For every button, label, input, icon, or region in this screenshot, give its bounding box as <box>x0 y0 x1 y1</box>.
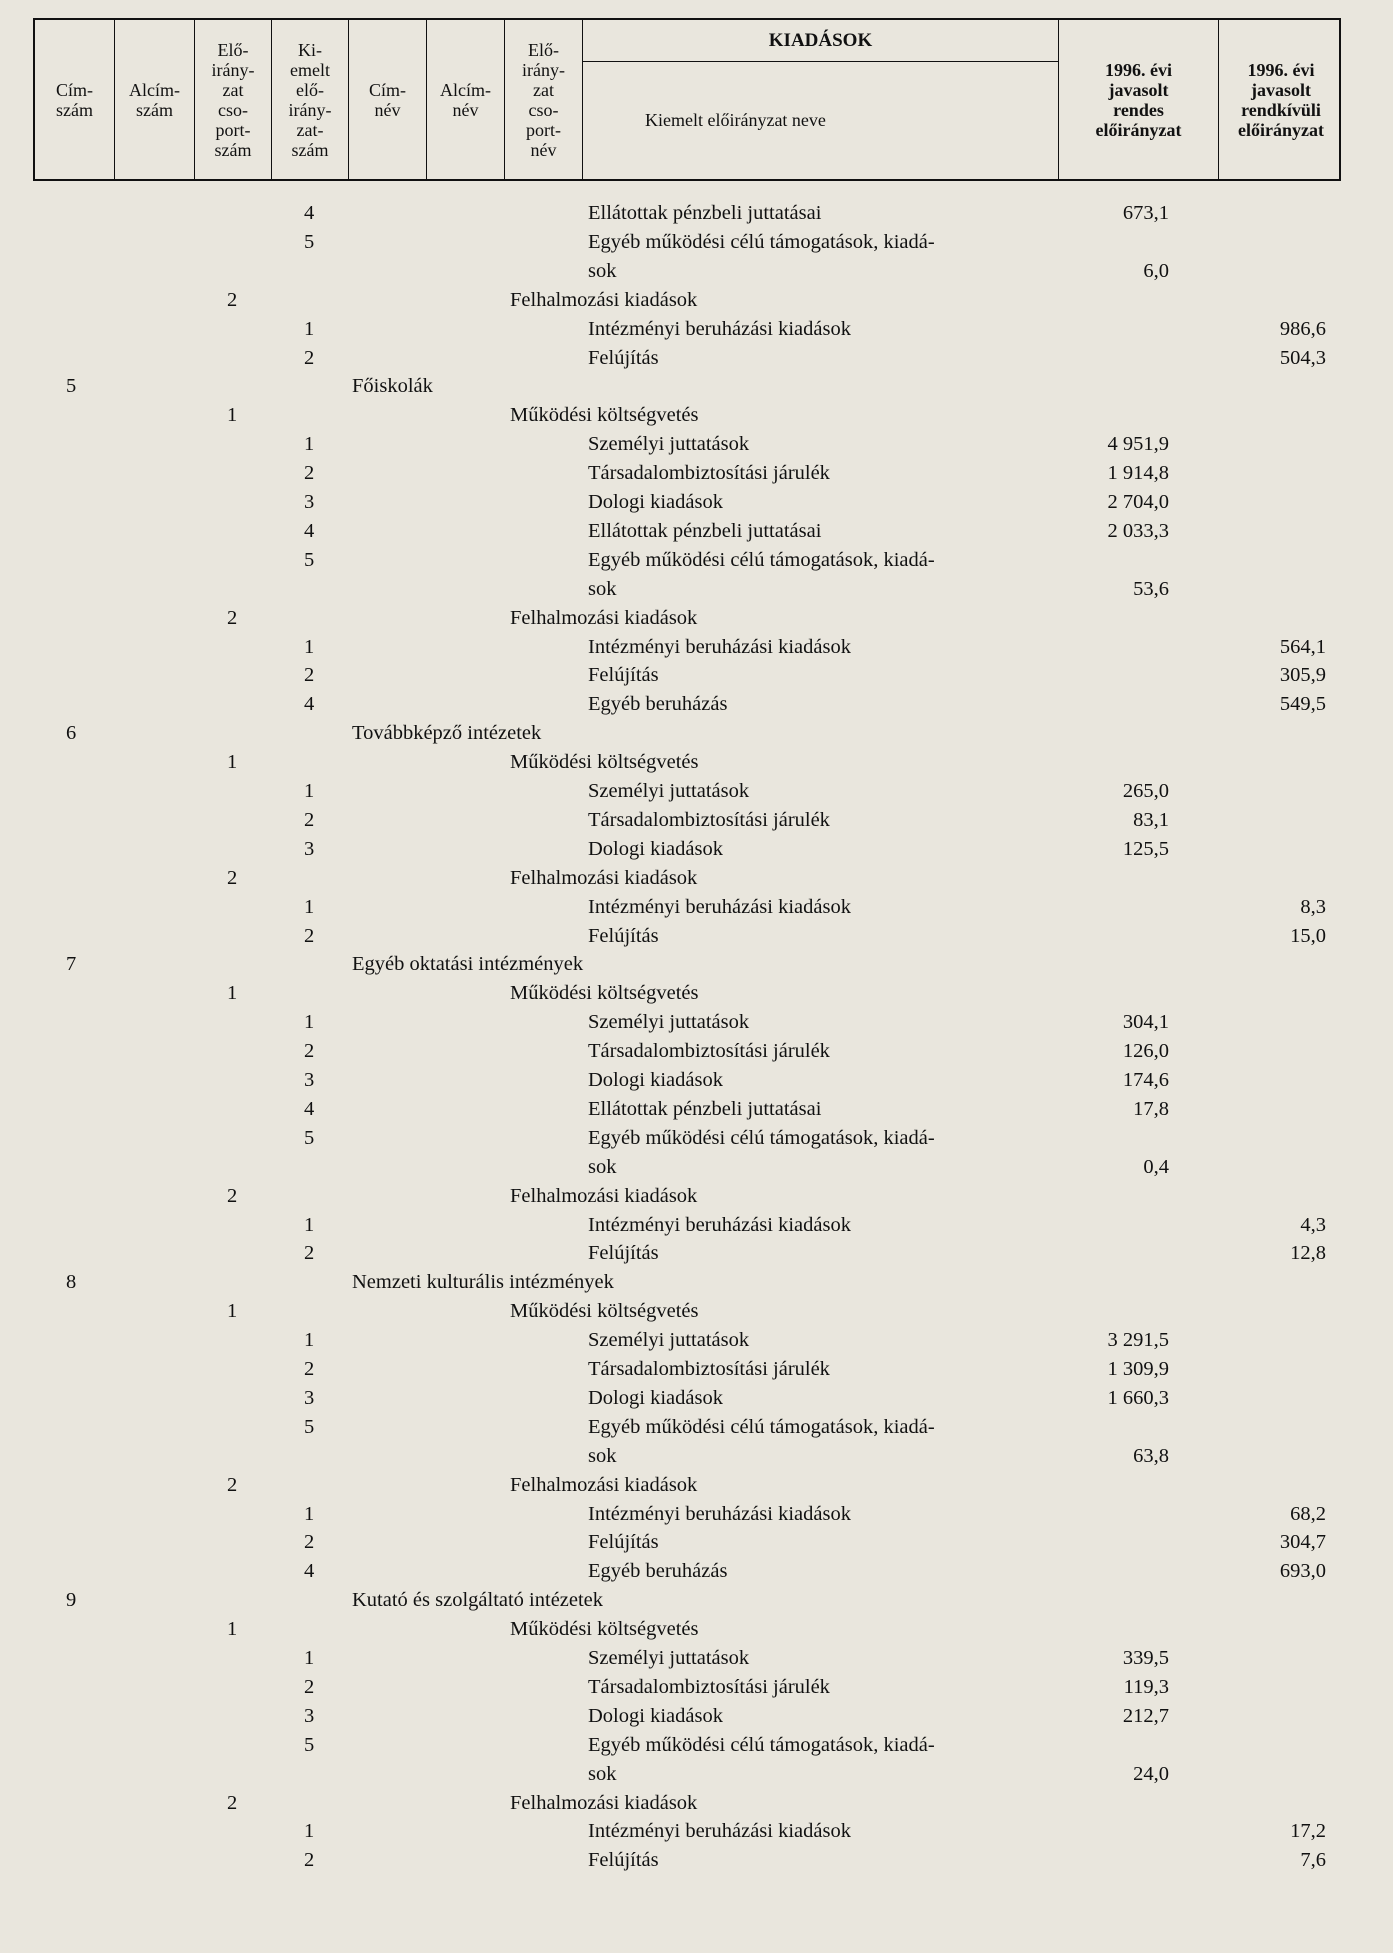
kiemelt-eloiranyzat-nev: sok <box>588 1155 617 1178</box>
kiemelt-szam: 1 <box>304 433 315 456</box>
rendkivuli-eloiranyzat: 8,3 <box>1300 895 1326 918</box>
header-kiemelt-eloiranyzat-neve: Kiemelt előirányzat neve <box>583 62 1059 179</box>
kiemelt-eloiranyzat-nev: Egyéb működési célú támogatások, kiadá- <box>588 1415 935 1438</box>
eloiranyzat-csoport-nev: Működési költségvetés <box>510 982 699 1005</box>
eloiranyzat-csoport-szam: 2 <box>227 288 238 311</box>
table-row <box>0 1355 1393 1384</box>
kiemelt-eloiranyzat-nev: Intézményi beruházási kiadások <box>588 1213 851 1236</box>
header-cim-szam: Cím- szám <box>35 20 115 179</box>
header-cim-nev: Cím- név <box>349 20 427 179</box>
kiemelt-eloiranyzat-nev: Intézményi beruházási kiadások <box>588 317 851 340</box>
table-row <box>0 488 1393 517</box>
table-row <box>0 777 1393 806</box>
kiemelt-eloiranyzat-nev: Társadalombiztosítási járulék <box>588 462 830 485</box>
table-row <box>0 1211 1393 1240</box>
rendes-eloiranyzat: 339,5 <box>1122 1647 1169 1669</box>
header-eloiranyzat-csoport-nev: Elő- irány- zat cso- port- név <box>505 20 583 179</box>
eloiranyzat-csoport-nev: Felhalmozási kiadások <box>510 1791 698 1814</box>
rendes-eloiranyzat: 4 951,9 <box>1107 433 1169 456</box>
table-row <box>0 1239 1393 1268</box>
kiemelt-eloiranyzat-nev: sok <box>588 577 617 600</box>
table-row <box>0 1268 1393 1297</box>
kiemelt-eloiranyzat-nev: Felújítás <box>588 1849 659 1872</box>
cim-nev: Nemzeti kulturális intézmények <box>352 1271 614 1294</box>
rendes-eloiranyzat: 212,7 <box>1122 1704 1169 1727</box>
rendkivuli-eloiranyzat: 12,8 <box>1290 1242 1326 1265</box>
eloiranyzat-csoport-szam: 1 <box>227 1300 238 1323</box>
table-row <box>0 199 1393 228</box>
eloiranyzat-csoport-szam: 1 <box>227 982 238 1005</box>
table-row <box>0 286 1393 315</box>
kiemelt-eloiranyzat-nev: Ellátottak pénzbeli juttatásai <box>588 1097 822 1120</box>
table-row <box>0 1500 1393 1529</box>
rendkivuli-eloiranyzat: 4,3 <box>1300 1213 1326 1236</box>
eloiranyzat-csoport-szam: 1 <box>227 751 238 774</box>
table-row <box>0 633 1393 662</box>
rendes-eloiranyzat: 83,1 <box>1133 808 1169 831</box>
table-row <box>0 1297 1393 1326</box>
kiemelt-eloiranyzat-nev: Dologi kiadások <box>588 491 723 513</box>
rendes-eloiranyzat: 673,1 <box>1122 202 1169 224</box>
cim-szam: 7 <box>66 953 77 976</box>
kiemelt-eloiranyzat-nev: Ellátottak pénzbeli juttatásai <box>588 202 822 224</box>
kiemelt-eloiranyzat-nev: Egyéb működési célú támogatások, kiadá- <box>588 1733 935 1756</box>
header-rendes-eloiranyzat: 1996. évi javasolt rendes előirányzat <box>1059 20 1219 179</box>
kiemelt-eloiranyzat-nev: Felújítás <box>588 924 659 947</box>
table-row <box>0 257 1393 286</box>
kiemelt-eloiranyzat-nev: sok <box>588 1444 617 1467</box>
table-row <box>0 1586 1393 1615</box>
table-row <box>0 864 1393 893</box>
kiemelt-szam: 5 <box>304 1415 315 1438</box>
eloiranyzat-csoport-szam: 2 <box>227 1791 238 1814</box>
table-row <box>0 1124 1393 1153</box>
table-row <box>0 1557 1393 1586</box>
kiemelt-szam: 2 <box>304 664 315 687</box>
cim-szam: 6 <box>66 722 77 745</box>
rendkivuli-eloiranyzat: 986,6 <box>1279 317 1326 340</box>
cim-nev: Főiskolák <box>352 375 433 398</box>
kiemelt-eloiranyzat-nev: sok <box>588 1762 617 1785</box>
rendkivuli-eloiranyzat: 504,3 <box>1279 346 1326 369</box>
rendes-eloiranyzat: 1 309,9 <box>1107 1358 1169 1380</box>
table-row <box>0 690 1393 719</box>
kiemelt-szam: 1 <box>304 1329 315 1352</box>
cim-szam: 9 <box>66 1589 77 1612</box>
table-row <box>0 922 1393 951</box>
table-row <box>0 806 1393 835</box>
kiemelt-szam: 2 <box>304 808 315 831</box>
kiemelt-szam: 1 <box>304 780 315 802</box>
kiemelt-eloiranyzat-nev: Felújítás <box>588 1531 659 1554</box>
kiemelt-eloiranyzat-nev: Felújítás <box>588 1242 659 1265</box>
cim-nev: Továbbképző intézetek <box>352 722 542 745</box>
rendkivuli-eloiranyzat: 549,5 <box>1279 693 1326 716</box>
table-row <box>0 1644 1393 1673</box>
table-row <box>0 517 1393 546</box>
table-row <box>0 546 1393 575</box>
kiemelt-eloiranyzat-nev: Egyéb működési célú támogatások, kiadá- <box>588 548 935 571</box>
table-row <box>0 430 1393 459</box>
kiemelt-eloiranyzat-nev: Személyi juttatások <box>588 780 750 802</box>
table-row <box>0 748 1393 777</box>
kiemelt-szam: 3 <box>304 1386 315 1409</box>
kiemelt-szam: 2 <box>304 1675 315 1698</box>
table-row <box>0 1066 1393 1095</box>
table-row <box>0 1326 1393 1355</box>
table-row <box>0 604 1393 633</box>
kiemelt-szam: 1 <box>304 1647 315 1669</box>
table-row <box>0 1008 1393 1037</box>
table-row <box>0 1095 1393 1124</box>
eloiranyzat-csoport-szam: 2 <box>227 1473 238 1496</box>
table-row <box>0 1182 1393 1211</box>
eloiranyzat-csoport-szam: 1 <box>227 1618 238 1641</box>
kiemelt-eloiranyzat-nev: Intézményi beruházási kiadások <box>588 635 851 658</box>
kiemelt-eloiranyzat-nev: Társadalombiztosítási járulék <box>588 808 830 831</box>
table-row <box>0 1615 1393 1644</box>
eloiranyzat-csoport-nev: Működési költségvetés <box>510 1618 699 1641</box>
table-row <box>0 1384 1393 1413</box>
kiemelt-eloiranyzat-nev: Társadalombiztosítási járulék <box>588 1358 830 1380</box>
kiemelt-eloiranyzat-nev: Egyéb beruházás <box>588 693 728 716</box>
eloiranyzat-csoport-nev: Felhalmozási kiadások <box>510 866 698 889</box>
table-row <box>0 1817 1393 1846</box>
table-row <box>0 661 1393 690</box>
table-row <box>0 1413 1393 1442</box>
kiemelt-szam: 3 <box>304 1069 315 1091</box>
table-row <box>0 459 1393 488</box>
rendes-eloiranyzat: 24,0 <box>1133 1762 1169 1785</box>
rendes-eloiranyzat: 265,0 <box>1122 780 1169 802</box>
table-row <box>0 719 1393 748</box>
kiemelt-szam: 3 <box>304 1704 315 1727</box>
eloiranyzat-csoport-nev: Működési költségvetés <box>510 404 699 427</box>
kiemelt-szam: 2 <box>304 1040 315 1063</box>
eloiranyzat-csoport-nev: Működési költségvetés <box>510 751 699 774</box>
cim-nev: Egyéb oktatási intézmények <box>352 953 584 976</box>
table-row <box>0 344 1393 373</box>
kiemelt-eloiranyzat-nev: Személyi juttatások <box>588 433 750 456</box>
kiemelt-eloiranyzat-nev: Dologi kiadások <box>588 1069 723 1091</box>
kiemelt-szam: 5 <box>304 1733 315 1756</box>
kiemelt-szam: 4 <box>304 1560 315 1583</box>
kiemelt-eloiranyzat-nev: Társadalombiztosítási járulék <box>588 1675 830 1698</box>
cim-szam: 8 <box>66 1271 77 1294</box>
rendes-eloiranyzat: 126,0 <box>1122 1040 1169 1063</box>
kiemelt-eloiranyzat-nev: Személyi juttatások <box>588 1647 750 1669</box>
table-row <box>0 893 1393 922</box>
rendes-eloiranyzat: 2 704,0 <box>1107 491 1169 513</box>
rendes-eloiranyzat: 174,6 <box>1122 1069 1169 1091</box>
kiemelt-szam: 1 <box>304 1502 315 1525</box>
table-row <box>0 1846 1393 1875</box>
kiemelt-szam: 1 <box>304 1213 315 1236</box>
kiemelt-szam: 2 <box>304 1531 315 1554</box>
table-row <box>0 1702 1393 1731</box>
kiemelt-eloiranyzat-nev: Egyéb beruházás <box>588 1560 728 1583</box>
kiemelt-szam: 4 <box>304 693 315 716</box>
rendes-eloiranyzat: 1 914,8 <box>1107 462 1169 485</box>
eloiranyzat-csoport-nev: Működési költségvetés <box>510 1300 699 1323</box>
kiemelt-szam: 3 <box>304 491 315 513</box>
kiemelt-eloiranyzat-nev: Dologi kiadások <box>588 1704 723 1727</box>
eloiranyzat-csoport-szam: 2 <box>227 606 238 629</box>
kiemelt-szam: 1 <box>304 635 315 658</box>
rendkivuli-eloiranyzat: 15,0 <box>1290 924 1326 947</box>
table-row <box>0 1153 1393 1182</box>
table-row <box>0 1037 1393 1066</box>
eloiranyzat-csoport-nev: Felhalmozási kiadások <box>510 288 698 311</box>
kiemelt-eloiranyzat-nev: Dologi kiadások <box>588 1386 723 1409</box>
rendes-eloiranyzat: 2 033,3 <box>1107 519 1169 542</box>
rendes-eloiranyzat: 119,3 <box>1123 1675 1169 1698</box>
kiemelt-szam: 2 <box>304 1849 315 1872</box>
kiemelt-eloiranyzat-nev: Személyi juttatások <box>588 1329 750 1352</box>
header-kiadasok: KIADÁSOK <box>583 20 1059 62</box>
rendkivuli-eloiranyzat: 305,9 <box>1279 664 1326 687</box>
kiemelt-eloiranyzat-nev: Egyéb működési célú támogatások, kiadá- <box>588 230 935 253</box>
table-row <box>0 835 1393 864</box>
table-row <box>0 315 1393 344</box>
header-alcim-szam: Alcím- szám <box>115 20 195 179</box>
header-eloiranyzat-csoport-szam: Elő- irány- zat cso- port- szám <box>195 20 272 179</box>
header-rendkivuli-eloiranyzat: 1996. évi javasolt rendkívüli előirányzat <box>1238 59 1324 140</box>
kiemelt-eloiranyzat-nev: Egyéb működési célú támogatások, kiadá- <box>588 1126 935 1149</box>
kiemelt-szam: 4 <box>304 202 315 224</box>
rendkivuli-eloiranyzat: 7,6 <box>1300 1849 1326 1872</box>
table-row <box>0 1442 1393 1471</box>
kiemelt-eloiranyzat-nev: Intézményi beruházási kiadások <box>588 1820 851 1843</box>
kiemelt-szam: 5 <box>304 230 315 253</box>
eloiranyzat-csoport-nev: Felhalmozási kiadások <box>510 606 698 629</box>
table-row <box>0 979 1393 1008</box>
table-row <box>0 1673 1393 1702</box>
rendes-eloiranyzat: 1 660,3 <box>1107 1386 1169 1409</box>
kiemelt-szam: 2 <box>304 1358 315 1380</box>
table-row <box>0 1789 1393 1818</box>
kiemelt-szam: 5 <box>304 548 315 571</box>
header-kiemelt-eloiranyzat-szam: Ki- emelt elő- irány- zat- szám <box>272 20 349 179</box>
kiemelt-szam: 2 <box>304 1242 315 1265</box>
rendes-eloiranyzat: 125,5 <box>1122 837 1169 860</box>
table-row <box>0 228 1393 257</box>
rendkivuli-eloiranyzat: 304,7 <box>1279 1531 1326 1554</box>
table-row <box>0 1528 1393 1557</box>
kiemelt-eloiranyzat-nev: Dologi kiadások <box>588 837 723 860</box>
kiemelt-eloiranyzat-nev: Felújítás <box>588 664 659 687</box>
header-alcim-nev: Alcím- név <box>427 20 505 179</box>
cim-nev: Kutató és szolgáltató intézetek <box>352 1589 604 1612</box>
kiemelt-eloiranyzat-nev: Felújítás <box>588 346 659 369</box>
eloiranyzat-csoport-szam: 2 <box>227 866 238 889</box>
kiemelt-eloiranyzat-nev: Intézményi beruházási kiadások <box>588 1502 851 1525</box>
kiemelt-eloiranyzat-nev: sok <box>588 259 617 282</box>
rendes-eloiranyzat: 63,8 <box>1133 1444 1169 1467</box>
rendkivuli-eloiranyzat: 17,2 <box>1290 1820 1326 1843</box>
table-row <box>0 575 1393 604</box>
kiemelt-szam: 4 <box>304 1097 315 1120</box>
rendes-eloiranyzat: 304,1 <box>1122 1011 1169 1034</box>
eloiranyzat-csoport-szam: 2 <box>227 1184 238 1207</box>
kiemelt-szam: 2 <box>304 346 315 369</box>
eloiranyzat-csoport-nev: Felhalmozási kiadások <box>510 1184 698 1207</box>
kiemelt-szam: 2 <box>304 462 315 485</box>
cim-szam: 5 <box>66 375 77 398</box>
table-row <box>0 1731 1393 1760</box>
kiemelt-eloiranyzat-nev: Ellátottak pénzbeli juttatásai <box>588 519 822 542</box>
kiemelt-eloiranyzat-nev: Személyi juttatások <box>588 1011 750 1034</box>
table-row <box>0 950 1393 979</box>
rendkivuli-eloiranyzat: 693,0 <box>1279 1560 1326 1583</box>
table-row <box>0 1471 1393 1500</box>
eloiranyzat-csoport-szam: 1 <box>227 404 238 427</box>
rendkivuli-eloiranyzat: 564,1 <box>1279 635 1326 658</box>
rendes-eloiranyzat: 53,6 <box>1133 577 1169 600</box>
eloiranyzat-csoport-nev: Felhalmozási kiadások <box>510 1473 698 1496</box>
kiemelt-szam: 1 <box>304 895 315 918</box>
kiemelt-szam: 5 <box>304 1126 315 1149</box>
table-row <box>0 372 1393 401</box>
kiemelt-szam: 4 <box>304 519 315 542</box>
kiemelt-szam: 2 <box>304 924 315 947</box>
kiemelt-szam: 1 <box>304 1011 315 1034</box>
rendes-eloiranyzat: 3 291,5 <box>1107 1329 1169 1352</box>
kiemelt-eloiranyzat-nev: Társadalombiztosítási járulék <box>588 1040 830 1063</box>
table-row <box>0 1760 1393 1789</box>
rendes-eloiranyzat: 17,8 <box>1133 1097 1169 1120</box>
kiemelt-szam: 1 <box>304 317 315 340</box>
rendes-eloiranyzat: 0,4 <box>1143 1155 1169 1178</box>
rendkivuli-eloiranyzat: 68,2 <box>1290 1502 1326 1525</box>
rendes-eloiranyzat: 6,0 <box>1143 259 1169 282</box>
kiemelt-eloiranyzat-nev: Intézményi beruházási kiadások <box>588 895 851 918</box>
table-row <box>0 401 1393 430</box>
kiemelt-szam: 3 <box>304 837 315 860</box>
kiemelt-szam: 1 <box>304 1820 315 1843</box>
